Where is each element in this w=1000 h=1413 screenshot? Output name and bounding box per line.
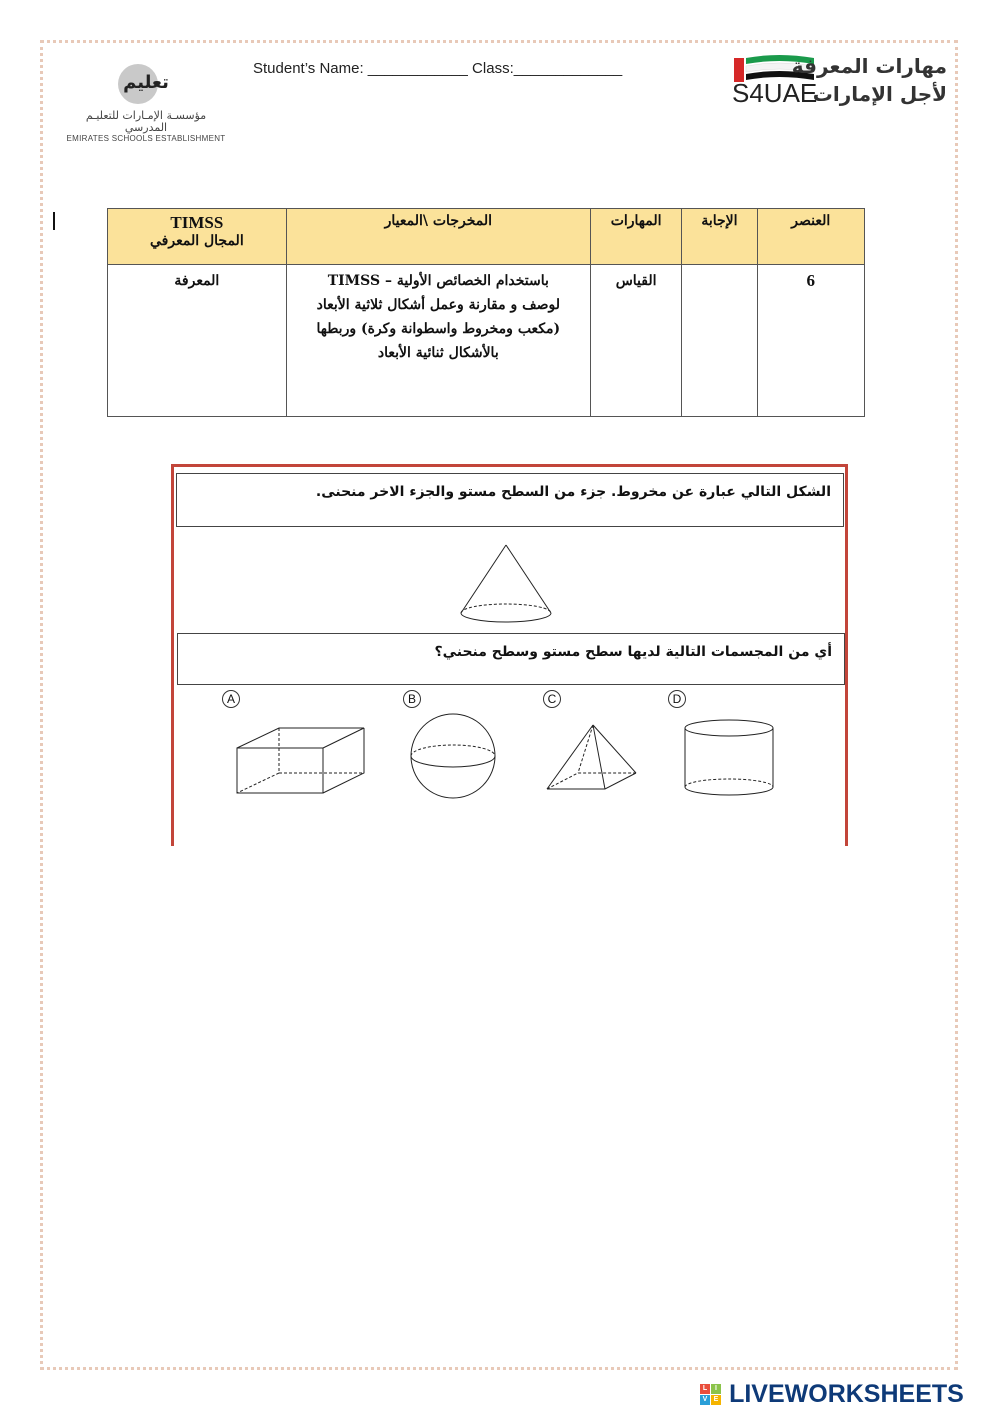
- criteria-data-row: [108, 265, 865, 417]
- liveworksheets-text: LIVEWORKSHEETS: [729, 1380, 964, 1408]
- cell-skills: القياس: [590, 265, 681, 417]
- header-domain-label: المجال المعرفي: [150, 233, 244, 249]
- header-answer: الإجابة: [682, 209, 757, 265]
- pyramid-icon[interactable]: [545, 723, 639, 795]
- text-cursor: [53, 212, 55, 230]
- header-domain-code: TIMSS: [170, 213, 224, 232]
- criteria-table: [107, 208, 865, 417]
- badge-letter: V: [700, 1395, 710, 1405]
- ese-english-name: EMIRATES SCHOOLS ESTABLISHMENT: [66, 134, 226, 143]
- ese-arabic-name: مؤسسـة الإمـارات للتعليـم المدرسي: [85, 109, 207, 134]
- outcome-line: (مكعب ومخروط واسطوانة وكرة) وربطها: [316, 321, 561, 337]
- liveworksheets-brand[interactable]: [700, 1380, 964, 1406]
- question-prompt: أي من المجسمات التالية لديها سطح مستو وسطح منحني؟: [177, 633, 845, 685]
- student-name-class-line: Student’s Name: ____________ Class:_____________: [253, 60, 623, 77]
- header-skills: المهارات: [590, 209, 681, 265]
- liveworksheets-badge-icon: [700, 1384, 722, 1406]
- question-panel: [171, 464, 848, 846]
- cell-answer[interactable]: [682, 265, 757, 417]
- s4uae-arabic-top: مهارات المعرفة: [791, 54, 947, 78]
- option-d-label[interactable]: D: [668, 690, 686, 708]
- question-statement: الشكل التالي عبارة عن مخروط. جزء من السطح مستو والجزء الاخر منحنى.: [176, 473, 844, 527]
- s4uae-logo: [732, 52, 947, 112]
- option-b-label[interactable]: B: [403, 690, 421, 708]
- outcome-line: باستخدام الخصائص الأولية – TIMSS: [327, 273, 549, 289]
- ese-logo-mark: [116, 58, 176, 108]
- cone-icon: [456, 543, 556, 629]
- ese-logo: [66, 58, 226, 143]
- header-item: العنصر: [757, 209, 864, 265]
- cell-domain: المعرفة: [108, 265, 287, 417]
- option-a-label[interactable]: A: [222, 690, 240, 708]
- option-c-label[interactable]: C: [543, 690, 561, 708]
- s4uae-code: S4UAE: [732, 78, 818, 108]
- criteria-header-row: [108, 209, 865, 265]
- header-outcome: المخرجات \المعيار: [286, 209, 590, 265]
- cell-outcome: [286, 265, 590, 417]
- outcome-line: بالأشكال ثنائية الأبعاد: [377, 345, 499, 361]
- badge-letter: L: [700, 1384, 710, 1394]
- ese-arabic-word: تعليم: [123, 72, 169, 93]
- badge-letter: E: [711, 1395, 721, 1405]
- cylinder-icon[interactable]: [682, 717, 776, 799]
- badge-letter: I: [711, 1384, 721, 1394]
- sphere-icon[interactable]: [408, 711, 498, 801]
- s4uae-arabic-bottom: لأجل الإمارات: [812, 82, 947, 106]
- cell-item: [757, 265, 864, 417]
- outcome-line: لوصف و مقارنة وعمل أشكال ثلاثية الأبعاد: [316, 297, 561, 313]
- rectangular-prism-icon[interactable]: [234, 725, 368, 797]
- item-number: 6: [806, 271, 816, 290]
- header-domain: [108, 209, 287, 265]
